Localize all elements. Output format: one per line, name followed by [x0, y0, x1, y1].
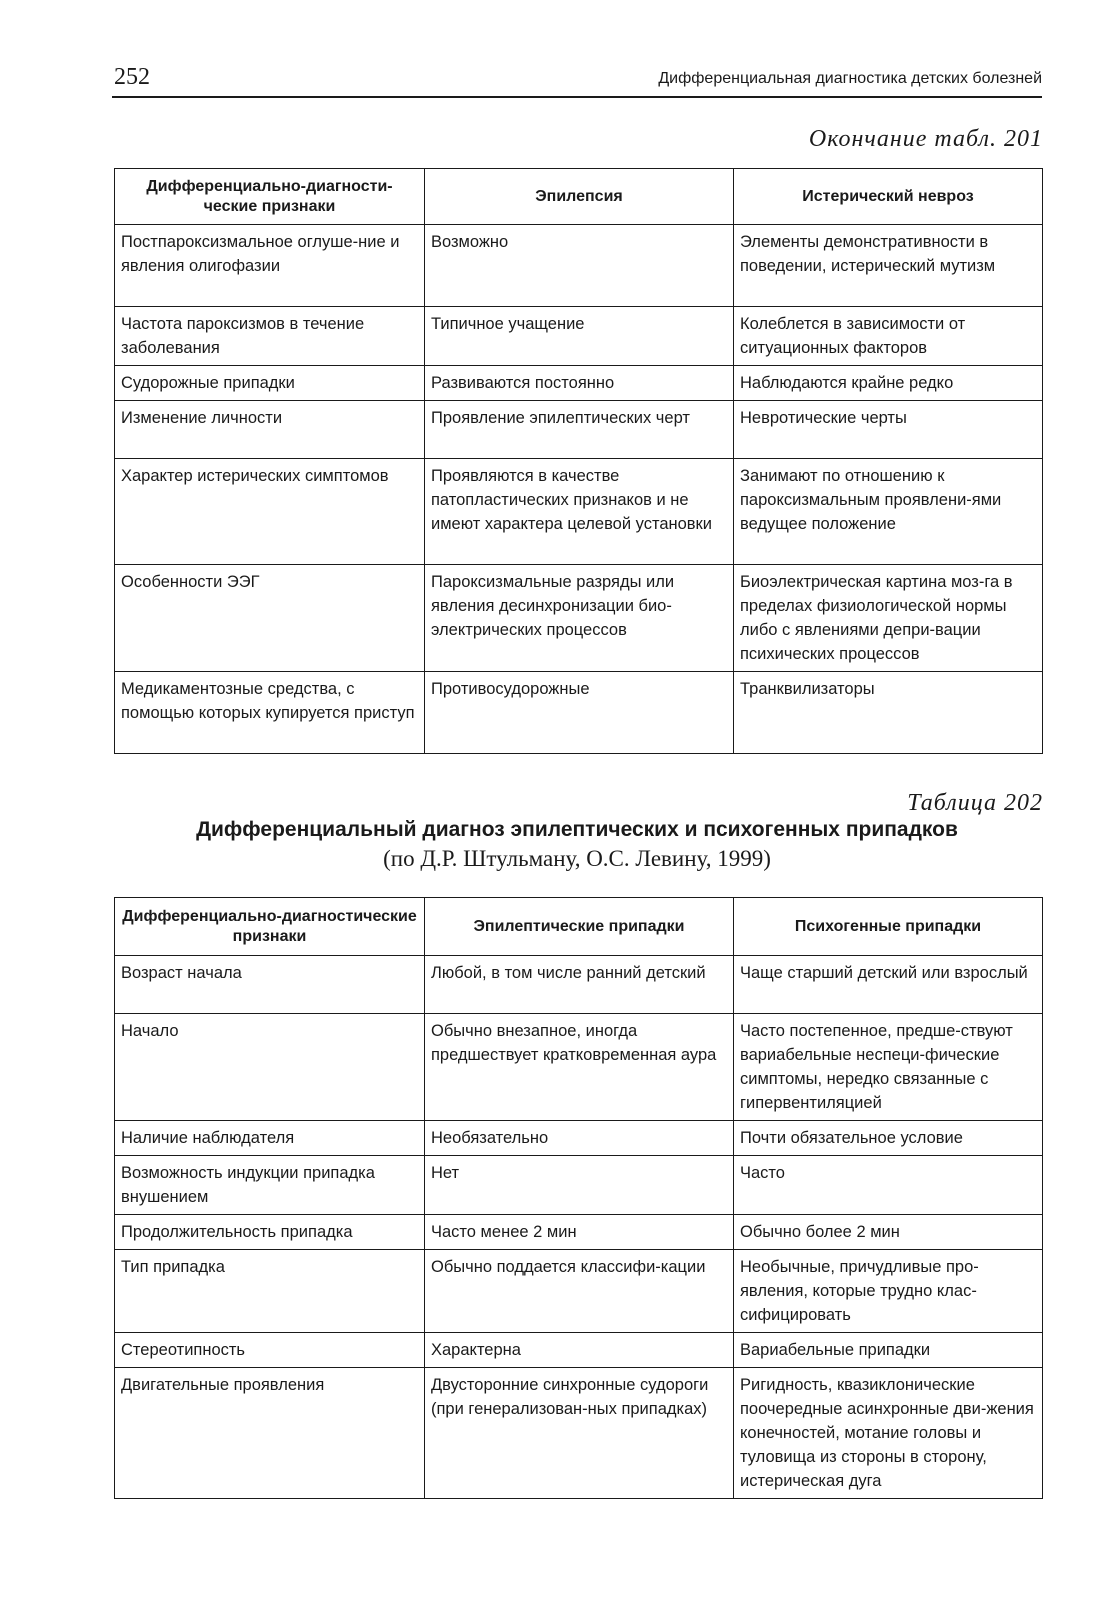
table-row [115, 1333, 1043, 1368]
table-cell: Колеблется в зависимости от ситуационных факторов [734, 307, 1043, 366]
table-row [115, 956, 1043, 1014]
table-row [115, 366, 1043, 401]
table-cell: Занимают по отношению к пароксизмальным проявлени-ями ведущее положение [734, 459, 1043, 565]
table-cell: Ригидность, квазиклонические поочередные асинхронные дви-жения конечностей, мотание головы и туловища из стороны в сторону, истерическая дуга [734, 1368, 1043, 1499]
table-cell: Двусторонние синхронные судороги (при генерализован-ных припадках) [425, 1368, 734, 1499]
table-cell: Возможно [425, 225, 734, 307]
table-cell: Необязательно [425, 1121, 734, 1156]
table-cell: Любой, в том числе ранний детский [425, 956, 734, 1014]
table-cell: Особенности ЭЭГ [115, 565, 425, 672]
column-header: Дифференциально-диагностические признаки [115, 898, 425, 956]
table-row [115, 1215, 1043, 1250]
table-cell: Двигательные проявления [115, 1368, 425, 1499]
column-header: Дифференциально-диагности-ческие признаки [115, 169, 425, 225]
table-cell: Противосудорожные [425, 672, 734, 754]
table-header [115, 169, 1043, 225]
table-cell: Проявляются в качестве патопластических признаков и не имеют характера целевой установки [425, 459, 734, 565]
column-header: Эпилепсия [425, 169, 734, 225]
table-cell: Возможность индукции припадка внушением [115, 1156, 425, 1215]
table-row [115, 565, 1043, 672]
table-cell: Обычно более 2 мин [734, 1215, 1043, 1250]
table-cell: Стереотипность [115, 1333, 425, 1368]
table-cell: Судорожные припадки [115, 366, 425, 401]
running-head [112, 64, 1042, 98]
table-cell: Изменение личности [115, 401, 425, 459]
table-cell: Часто постепенное, предше-ствуют вариабельные неспеци-фические симптомы, нередко связанные с гипервентиляцией [734, 1014, 1043, 1121]
table-row [115, 1014, 1043, 1121]
table-cell: Невротические черты [734, 401, 1043, 459]
table-cell: Возраст начала [115, 956, 425, 1014]
header-row [115, 898, 1043, 956]
table-cell: Частота пароксизмов в течение заболевания [115, 307, 425, 366]
table-cell: Часто [734, 1156, 1043, 1215]
table-label: Таблица 202 [907, 790, 1043, 816]
table-cell: Чаще старший детский или взрослый [734, 956, 1043, 1014]
table-cell: Начало [115, 1014, 425, 1121]
table-202 [114, 897, 1043, 1499]
table-row [115, 1368, 1043, 1499]
table-cell: Пароксизмальные разряды или явления десинхронизации био-электрических процессов [425, 565, 734, 672]
table-cell: Тип припадка [115, 1250, 425, 1333]
table-cell: Проявление эпилептических черт [425, 401, 734, 459]
table-source: (по Д.Р. Штульману, О.С. Левину, 1999) [383, 846, 771, 871]
column-header: Истерический невроз [734, 169, 1043, 225]
table-row [115, 459, 1043, 565]
table-cell: Обычно поддается классифи-кации [425, 1250, 734, 1333]
table-header [115, 898, 1043, 956]
table-row [115, 1121, 1043, 1156]
table-cell: Транквилизаторы [734, 672, 1043, 754]
table-cell: Почти обязательное условие [734, 1121, 1043, 1156]
table-cell: Типичное учащение [425, 307, 734, 366]
table-cell: Характерна [425, 1333, 734, 1368]
table-continuation-caption: Окончание табл. 201 [808, 126, 1043, 152]
table-row [115, 401, 1043, 459]
table-cell: Вариабельные припадки [734, 1333, 1043, 1368]
table-cell: Необычные, причудливые про-явления, которые трудно клас-сифицировать [734, 1250, 1043, 1333]
table-cell: Наличие наблюдателя [115, 1121, 425, 1156]
table-cell: Постпароксизмальное оглуше-ние и явления олигофазии [115, 225, 425, 307]
book-title: Дифференциальная диагностика детских болезней [658, 70, 1042, 87]
table-row [115, 672, 1043, 754]
table-cell: Развиваются постоянно [425, 366, 734, 401]
column-header: Эпилептические припадки [425, 898, 734, 956]
table-row [115, 1250, 1043, 1333]
table-cell: Наблюдаются крайне редко [734, 366, 1043, 401]
page-number: 252 [114, 64, 150, 90]
table-201 [114, 168, 1043, 754]
table-cell: Элементы демонстративности в поведении, истерический мутизм [734, 225, 1043, 307]
column-header: Психогенные припадки [734, 898, 1043, 956]
table-cell: Характер истерических симптомов [115, 459, 425, 565]
table-row [115, 307, 1043, 366]
table-row [115, 1156, 1043, 1215]
header-row [115, 169, 1043, 225]
table-title: Дифференциальный диагноз эпилептических и психогенных припадков [196, 818, 958, 841]
table-cell: Обычно внезапное, иногда предшествует кратковременная аура [425, 1014, 734, 1121]
table-cell: Медикаментозные средства, с помощью которых купируется приступ [115, 672, 425, 754]
table-cell: Часто менее 2 мин [425, 1215, 734, 1250]
table-cell: Биоэлектрическая картина моз-га в пределах физиологической нормы либо с явлениями депри-вации психических процессов [734, 565, 1043, 672]
table-cell: Продолжительность припадка [115, 1215, 425, 1250]
table-cell: Нет [425, 1156, 734, 1215]
table-row [115, 225, 1043, 307]
